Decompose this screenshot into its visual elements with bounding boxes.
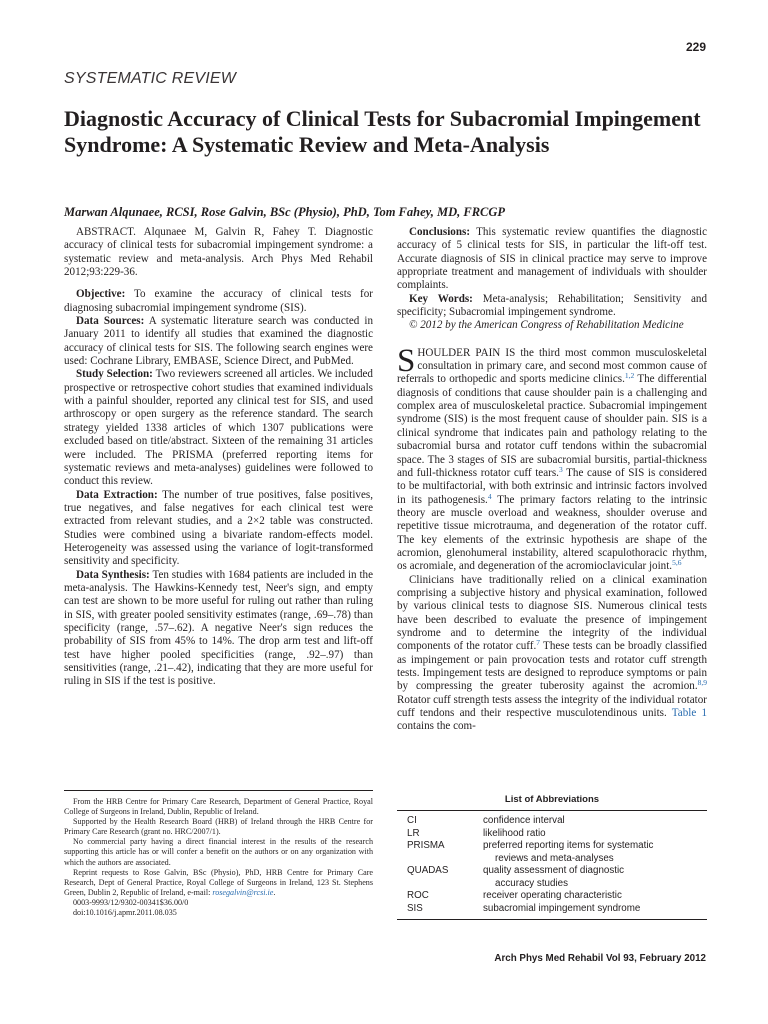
citation-ref[interactable]: 7 [536,638,541,648]
abstract-key-words: Key Words: Meta-analysis; Rehabilitation; Sensitivity and specificity; Subacromial impingement syndrome. [397,292,708,319]
citation-ref[interactable]: 4 [487,491,492,501]
abbreviation-definition: confidence interval [483,815,565,826]
abbreviation-definition: receiver operating characteristic [483,890,622,901]
abstract-data-sources: Data Sources: A systematic literature search was conducted in January 2011 to identify all studies that examined the diagnostic accuracy of clinical tests for SIS. The following search engines were used: Cochrane Library, EMBASE, Science Direct, and PubMed. [64,315,373,368]
footnotes [64,797,373,918]
footnote-interest: No commercial party having a direct financial interest in the results of the research supporting this article has or will confer a benefit on the authors or on any organization with which the authors are associated. [64,837,373,867]
intro-paragraph-1: SHOULDER PAIN IS the third most common musculoskeletal consultation in primary care, and second most common cause of referrals to orthopedic and sports medicine clinics.$^{1,2}$ The differential diagnosis of conditions that cause shoulder pain is a challenging and complex area of musculoskeletal practice. Subacromial impingement syndrome (SIS) is the most frequent cause of shoulder pain. SIS is a clinical syndrome that indicates pain and pathology relating to the subacromial bursa and rotator cuff tendons within the subacromial space. The 3 stages of SIS are subacromial bursitis, partial-thickness and full-thickness rotator cuff tears.$^3$ The cause of SIS is considered to be multifactorial, with both extrinsic and intrinsic factors involved in its pathogenesis.$^4$ The primary factors relating to the intrinsic theory are muscle overload and weakness, shoulder overuse and repetitive tissue microtrauma, and degeneration of the rotator cuff. The key elements of the extrinsic hypothesis are shape of the acromion, glenohumeral instability, altered scapulothoracic rhythm, os acromiale, and degeneration of the acromioclavicular joint.$^{5,6}$ [397,342,707,573]
drop-cap: S [397,342,416,379]
citation-ref[interactable]: 8,9 [697,678,707,688]
abstract-conclusions: Conclusions: This systematic review quantifies the diagnostic accuracy of 5 clinical tests for SIS, in particular the lift-off test. Accurate diagnosis of SIS in clinical practice may serve to improve appropriate treatment and management of individuals with shoulder complaints. [397,226,707,292]
abbreviation-term: PRISMA [407,840,445,851]
footnote-affiliation: From the HRB Centre for Primary Care Research, Department of General Practice, Royal College of Surgeons in Ireland, Dublin, Republic of Ireland. [64,797,373,817]
citation-ref[interactable]: 1,2 [624,371,635,381]
section-label: SYSTEMATIC REVIEW [64,70,237,87]
abbreviation-row [397,840,707,865]
abbreviation-term: CI [407,815,417,826]
table-1-link[interactable]: Table 1 [671,707,707,720]
journal-footer: Arch Phys Med Rehabil Vol 93, February 2012 [494,953,706,964]
abstract-study-selection: Study Selection: Two reviewers screened all articles. We included prospective or retrospective cohort studies that examined individuals with a painful shoulder, reported any clinical test for SIS, and used arthroscopy or open surgery as the reference standard. The search strategy yielded 1338 articles of which 1307 publications were excluded based on title/abstract. Sixteen of the remaining 31 articles were included. The PRISMA (preferred reporting items for systematic reviews and meta-analyses) guidelines were followed to conduct this review. [64,368,373,488]
abbreviation-term: ROC [407,890,429,901]
abbreviation-definition: likelihood ratio [483,827,546,839]
author-list: Marwan Alqunaee, RCSI, Rose Galvin, BSc (Physio), PhD, Tom Fahey, MD, FRCGP [64,205,506,219]
abstract-citation: ABSTRACT. Alqunaee M, Galvin R, Fahey T. Diagnostic accuracy of clinical tests for subacromial impingement syndrome: a systematic review and meta-analysis. Arch Phys Med Rehabil 2012;93:229-36. [64,226,373,279]
abbreviation-row [397,828,707,841]
abbreviation-row [397,865,707,890]
page-number: 229 [685,40,706,54]
citation-ref[interactable]: 5,6 [672,558,682,568]
body-column [397,226,707,734]
abbreviation-definition: quality assessment of diagnostic accuracy studies [483,865,625,889]
abbreviation-row [397,890,707,903]
footnote-issn: 0003-9993/12/9302-00341$36.00/0 [73,897,189,907]
email-link[interactable]: rosegalvin@rcsi.ie [212,887,274,897]
intro-paragraph-2: Clinicians have traditionally relied on a clinical examination comprising a subjective history and physical examination, followed by various clinical tests to diagnose SIS. Numerous clinical tests have been described to evaluate the presence of impingement syndrome and to determine the integrity of the individual components of the rotator cuff.$^7$ These tests can be broadly classified as impingement or pain provocation tests and rotator cuff strength tests. Impingement tests are designed to reproduce symptoms or pain by compressing the greater tuberosity against the acromion.$^{8,9}$ Rotator cuff strength tests assess the integrity of the individual rotator cuff tendons and their respective musculotendinous units. Table 1 contains the com- [397,573,707,733]
footnote-support: Supported by the Health Research Board (HRB) of Ireland through the HRB Centre for Primary Care Research (grant no. HRC/2007/1). [64,817,373,837]
abbreviation-term: SIS [407,902,423,914]
abbreviations-box [397,794,707,920]
abbreviations-table [397,815,707,915]
abbreviations-title: List of Abbreviations [397,794,707,811]
abstract-data-extraction: Data Extraction: The number of true positives, false positives, true negatives, and false negatives for each clinical test were extracted from relevant studies, and a 2×2 table was constructed. Studies were combined using a bivariate random-effects model. Heterogeneity was assessed using the variance of logit-transformed sensitivity and specificity. [64,488,373,568]
abbreviation-definition: subacromial impingement syndrome [483,902,641,914]
abbreviation-term: QUADAS [407,865,449,876]
abbreviations-bottom-rule [397,919,707,920]
abbreviation-row [397,815,707,828]
abstract-objective: Objective: To examine the accuracy of clinical tests for diagnosing subacromial impingement syndrome (SIS). [64,288,373,314]
abbreviation-term: LR [407,827,420,839]
footnote-doi: doi:10.1016/j.apmr.2011.08.035 [73,908,177,918]
abstract-data-synthesis: Data Synthesis: Ten studies with 1684 patients are included in the meta-analysis. The Hawkins-Kennedy test, Neer's sign, and empty can test are shown to be more useful for ruling out rather than ruling in SIS, with greater pooled sensitivity estimates (range, .69–.78) than specificity (range, .57–.62). A negative Neer's sign reduces the probability of SIS from 45% to 14%. The drop arm test and lift-off test have higher pooled specificities (range, .92–.97) than sensitivities (range, .21–.42), indicating that they are more useful for ruling in SIS if the test is positive. [64,568,373,688]
citation-ref[interactable]: 3 [558,464,563,474]
abbreviation-definition: preferred reporting items for systematic reviews and meta-analyses [483,840,654,864]
footnote-divider [64,790,373,791]
article-title: Diagnostic Accuracy of Clinical Tests for Subacromial Impingement Syndrome: A Systematic Review and Meta-Analysis [64,106,701,157]
footnote-reprint: Reprint requests to Rose Galvin, BSc (Physio), PhD, HRB Centre for Primary Care Research, Dept of General Practice, Royal College of Surgeons in Ireland, 123 St. Stephens Green, Dublin 2, Republic of Ireland, e-mail: rosegalvin@rcsi.ie. [64,867,373,897]
abstract-column [64,226,373,689]
abbreviation-row [397,903,707,916]
copyright-line: © 2012 by the American Congress of Rehabilitation Medicine [409,319,684,332]
